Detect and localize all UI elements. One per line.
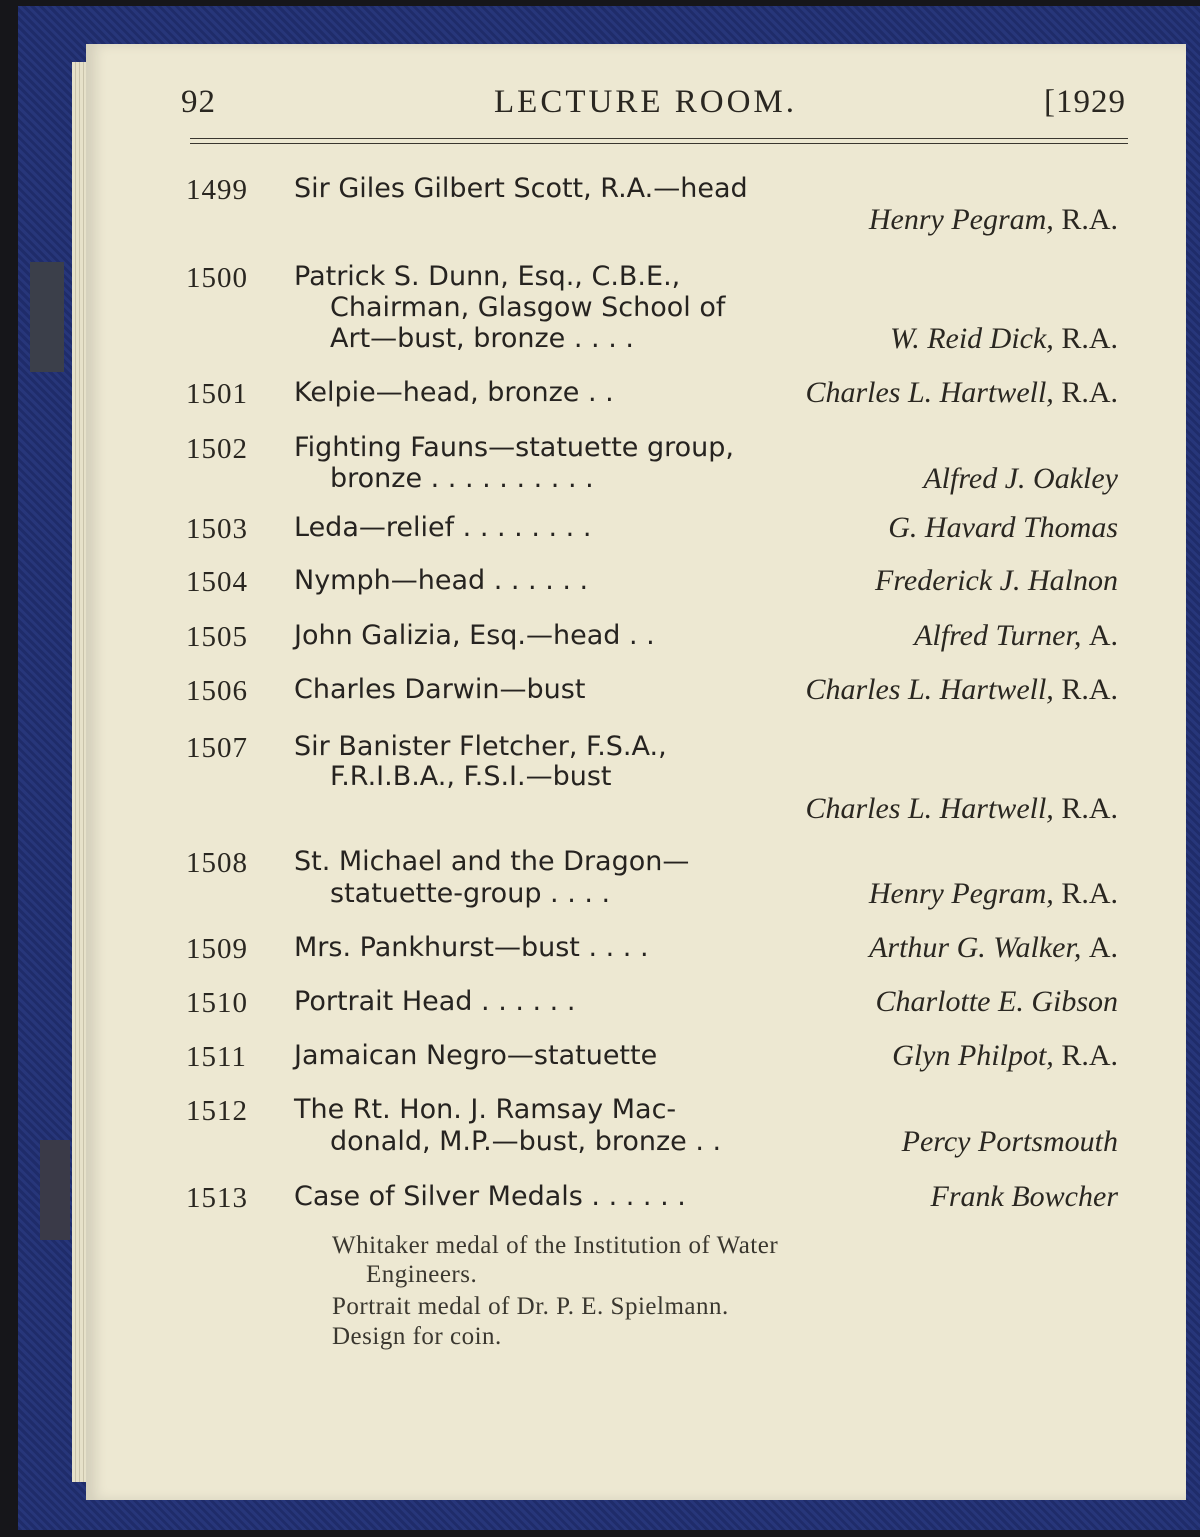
artist-name: Frederick J. Halnon bbox=[875, 564, 1118, 597]
catalogue-number: 1507 bbox=[186, 732, 248, 764]
artist-name: Alfred Turner, A. bbox=[914, 619, 1118, 652]
artist-name: Percy Portsmouth bbox=[901, 1125, 1118, 1158]
running-title: LECTURE ROOM. bbox=[494, 84, 797, 120]
catalogue-number: 1499 bbox=[186, 174, 248, 206]
entry-title: The Rt. Hon. J. Ramsay Mac- bbox=[294, 1094, 677, 1125]
binding-strap bbox=[40, 1140, 70, 1240]
entry-title: Sir Banister Fletcher, F.S.A., bbox=[294, 731, 667, 762]
entry-title: St. Michael and the Dragon— bbox=[294, 846, 690, 877]
entry-title: Fighting Fauns—statuette group, bbox=[294, 432, 735, 463]
entry-title: Mrs. Pankhurst—bust . . . . bbox=[294, 932, 649, 963]
artist-name: Arthur G. Walker, A. bbox=[869, 931, 1118, 964]
entry-title: Charles Darwin—bust bbox=[294, 674, 586, 705]
artist-name: Charles L. Hartwell, R.A. bbox=[805, 673, 1118, 706]
entry-title: Jamaican Negro—statuette bbox=[294, 1040, 658, 1071]
year-marker: [1929 bbox=[1044, 84, 1126, 120]
catalogue-number: 1504 bbox=[186, 566, 248, 598]
artist-name: Frank Bowcher bbox=[930, 1180, 1118, 1213]
catalogue-number: 1505 bbox=[186, 621, 248, 653]
artist-name: Alfred J. Oakley bbox=[923, 462, 1118, 495]
entry-title: Chairman, Glasgow School of bbox=[330, 292, 726, 323]
entry-title: Portrait Head . . . . . . bbox=[294, 986, 576, 1017]
entry-title: Kelpie—head, bronze . . bbox=[294, 377, 614, 408]
entry-title: Leda—relief . . . . . . . . bbox=[294, 512, 592, 543]
catalogue-number: 1508 bbox=[186, 847, 248, 879]
medal-note: Engineers. bbox=[366, 1261, 478, 1288]
binding-strap bbox=[30, 262, 64, 372]
entry-title: donald, M.P.—bust, bronze . . bbox=[330, 1126, 722, 1157]
artist-name: G. Havard Thomas bbox=[888, 511, 1118, 544]
catalogue-number: 1500 bbox=[186, 262, 248, 294]
catalogue-number: 1503 bbox=[186, 513, 248, 545]
entry-title: Nymph—head . . . . . . bbox=[294, 565, 589, 596]
entry-title: Case of Silver Medals . . . . . . bbox=[294, 1181, 686, 1212]
entry-title: John Galizia, Esq.—head . . bbox=[294, 620, 655, 651]
catalogue-number: 1502 bbox=[186, 433, 248, 465]
medal-note: Portrait medal of Dr. P. E. Spielmann. bbox=[332, 1293, 729, 1320]
catalogue-number: 1513 bbox=[186, 1182, 248, 1214]
catalogue-number: 1511 bbox=[186, 1041, 247, 1073]
entry-title: F.R.I.B.A., F.S.I.—bust bbox=[330, 761, 612, 792]
catalogue-number: 1506 bbox=[186, 675, 248, 707]
medal-note: Whitaker medal of the Institution of Water bbox=[332, 1232, 779, 1259]
catalogue-number: 1501 bbox=[186, 378, 248, 410]
catalogue-number: 1512 bbox=[186, 1095, 248, 1127]
page-number: 92 bbox=[181, 84, 216, 120]
entry-title: bronze . . . . . . . . . . bbox=[330, 463, 594, 494]
artist-name: Glyn Philpot, R.A. bbox=[892, 1039, 1118, 1072]
catalogue-number: 1510 bbox=[186, 987, 248, 1019]
artist-name: Charles L. Hartwell, R.A. bbox=[805, 792, 1118, 825]
header-rule bbox=[190, 138, 1128, 144]
catalogue-number: 1509 bbox=[186, 933, 248, 965]
artist-name: Charlotte E. Gibson bbox=[875, 985, 1118, 1018]
artist-name: Henry Pegram, R.A. bbox=[868, 203, 1118, 236]
entry-title: statuette-group . . . . bbox=[330, 878, 611, 909]
artist-name: W. Reid Dick, R.A. bbox=[889, 322, 1118, 355]
medal-note: Design for coin. bbox=[332, 1323, 502, 1350]
artist-name: Henry Pegram, R.A. bbox=[868, 877, 1118, 910]
entry-title: Art—bust, bronze . . . . bbox=[330, 323, 634, 354]
entry-title: Patrick S. Dunn, Esq., C.B.E., bbox=[294, 261, 681, 292]
artist-name: Charles L. Hartwell, R.A. bbox=[805, 376, 1118, 409]
entry-title: Sir Giles Gilbert Scott, R.A.—head bbox=[294, 173, 748, 204]
